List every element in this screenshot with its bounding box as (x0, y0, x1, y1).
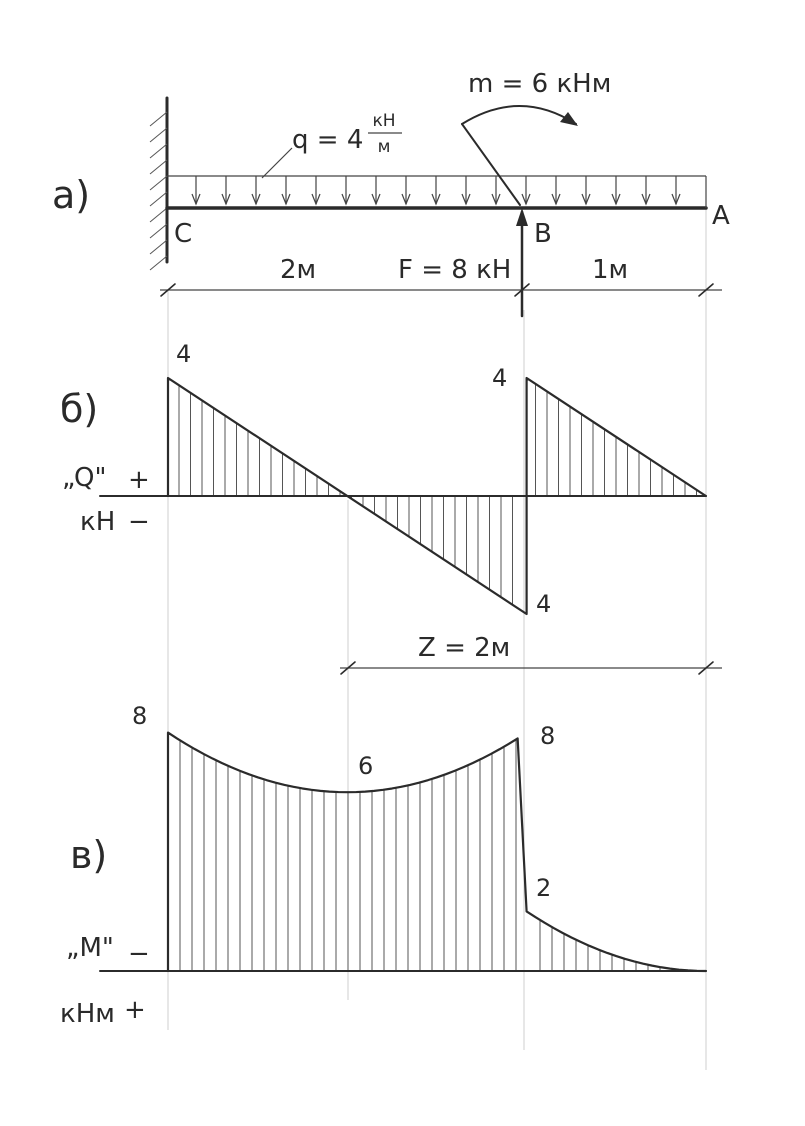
dim-z-label: Z = 2м (418, 633, 511, 663)
force-f-label: F = 8 кН (398, 255, 512, 285)
wall-hatch-line (150, 192, 167, 206)
m-value-b-bottom: 2 (536, 874, 552, 902)
force-f-arrow-icon (516, 208, 528, 226)
panel-b-marker: б) (60, 387, 99, 431)
m-hatching (180, 739, 696, 971)
wall-hatch-line (150, 176, 167, 190)
m-diagram-line (168, 733, 706, 971)
load-q-label: q = 4 (292, 125, 364, 155)
moment-arrow-head-icon (560, 112, 578, 126)
m-axis-name: „M" (66, 933, 114, 963)
wall-hatch-line (150, 128, 167, 142)
m-axis-unit: кНм (60, 999, 115, 1029)
load-q-unit-bottom: м (377, 137, 391, 157)
moment-m-label: m = 6 кНм (468, 69, 612, 99)
m-value-mid: 6 (358, 752, 374, 780)
q-sign-bottom: − (128, 507, 150, 537)
wall-hatch-line (150, 208, 167, 222)
wall-hatch-line (150, 240, 167, 254)
panel-a-marker: а) (52, 173, 91, 217)
panel-c-marker: в) (70, 833, 108, 877)
m-value-b-top: 8 (540, 722, 556, 750)
panel-c (60, 702, 706, 1029)
point-b-label: B (534, 219, 552, 249)
point-a-label: A (712, 201, 730, 231)
q-sign-top: + (128, 465, 150, 495)
q-value-b-top: 4 (492, 364, 508, 392)
q-axis-unit: кН (80, 507, 116, 537)
point-c-label: C (174, 219, 193, 249)
m-sign-bottom: + (124, 995, 146, 1025)
moment-lever (462, 124, 520, 205)
q-value-b-bottom: 4 (536, 590, 552, 618)
q-hatching (179, 384, 697, 605)
load-q-unit-top: кН (372, 111, 396, 131)
m-sign-top: − (128, 939, 150, 969)
panel-b (60, 340, 722, 674)
q-value-c: 4 (176, 340, 192, 368)
wall-hatch-line (150, 144, 167, 158)
wall-hatch-line (150, 224, 167, 238)
wall-hatch-line (150, 112, 167, 126)
load-leader-line (262, 148, 292, 178)
span-ba-label: 1м (592, 255, 629, 285)
wall-hatching (150, 112, 167, 270)
m-value-c: 8 (132, 702, 148, 730)
panel-a (52, 69, 730, 316)
span-cb-label: 2м (280, 255, 317, 285)
moment-arc (462, 106, 576, 124)
q-axis-name: „Q" (62, 463, 107, 493)
wall-hatch-line (150, 256, 167, 270)
distributed-load-arrows (192, 176, 680, 204)
wall-hatch-line (150, 160, 167, 174)
guide-lines (168, 180, 706, 1070)
